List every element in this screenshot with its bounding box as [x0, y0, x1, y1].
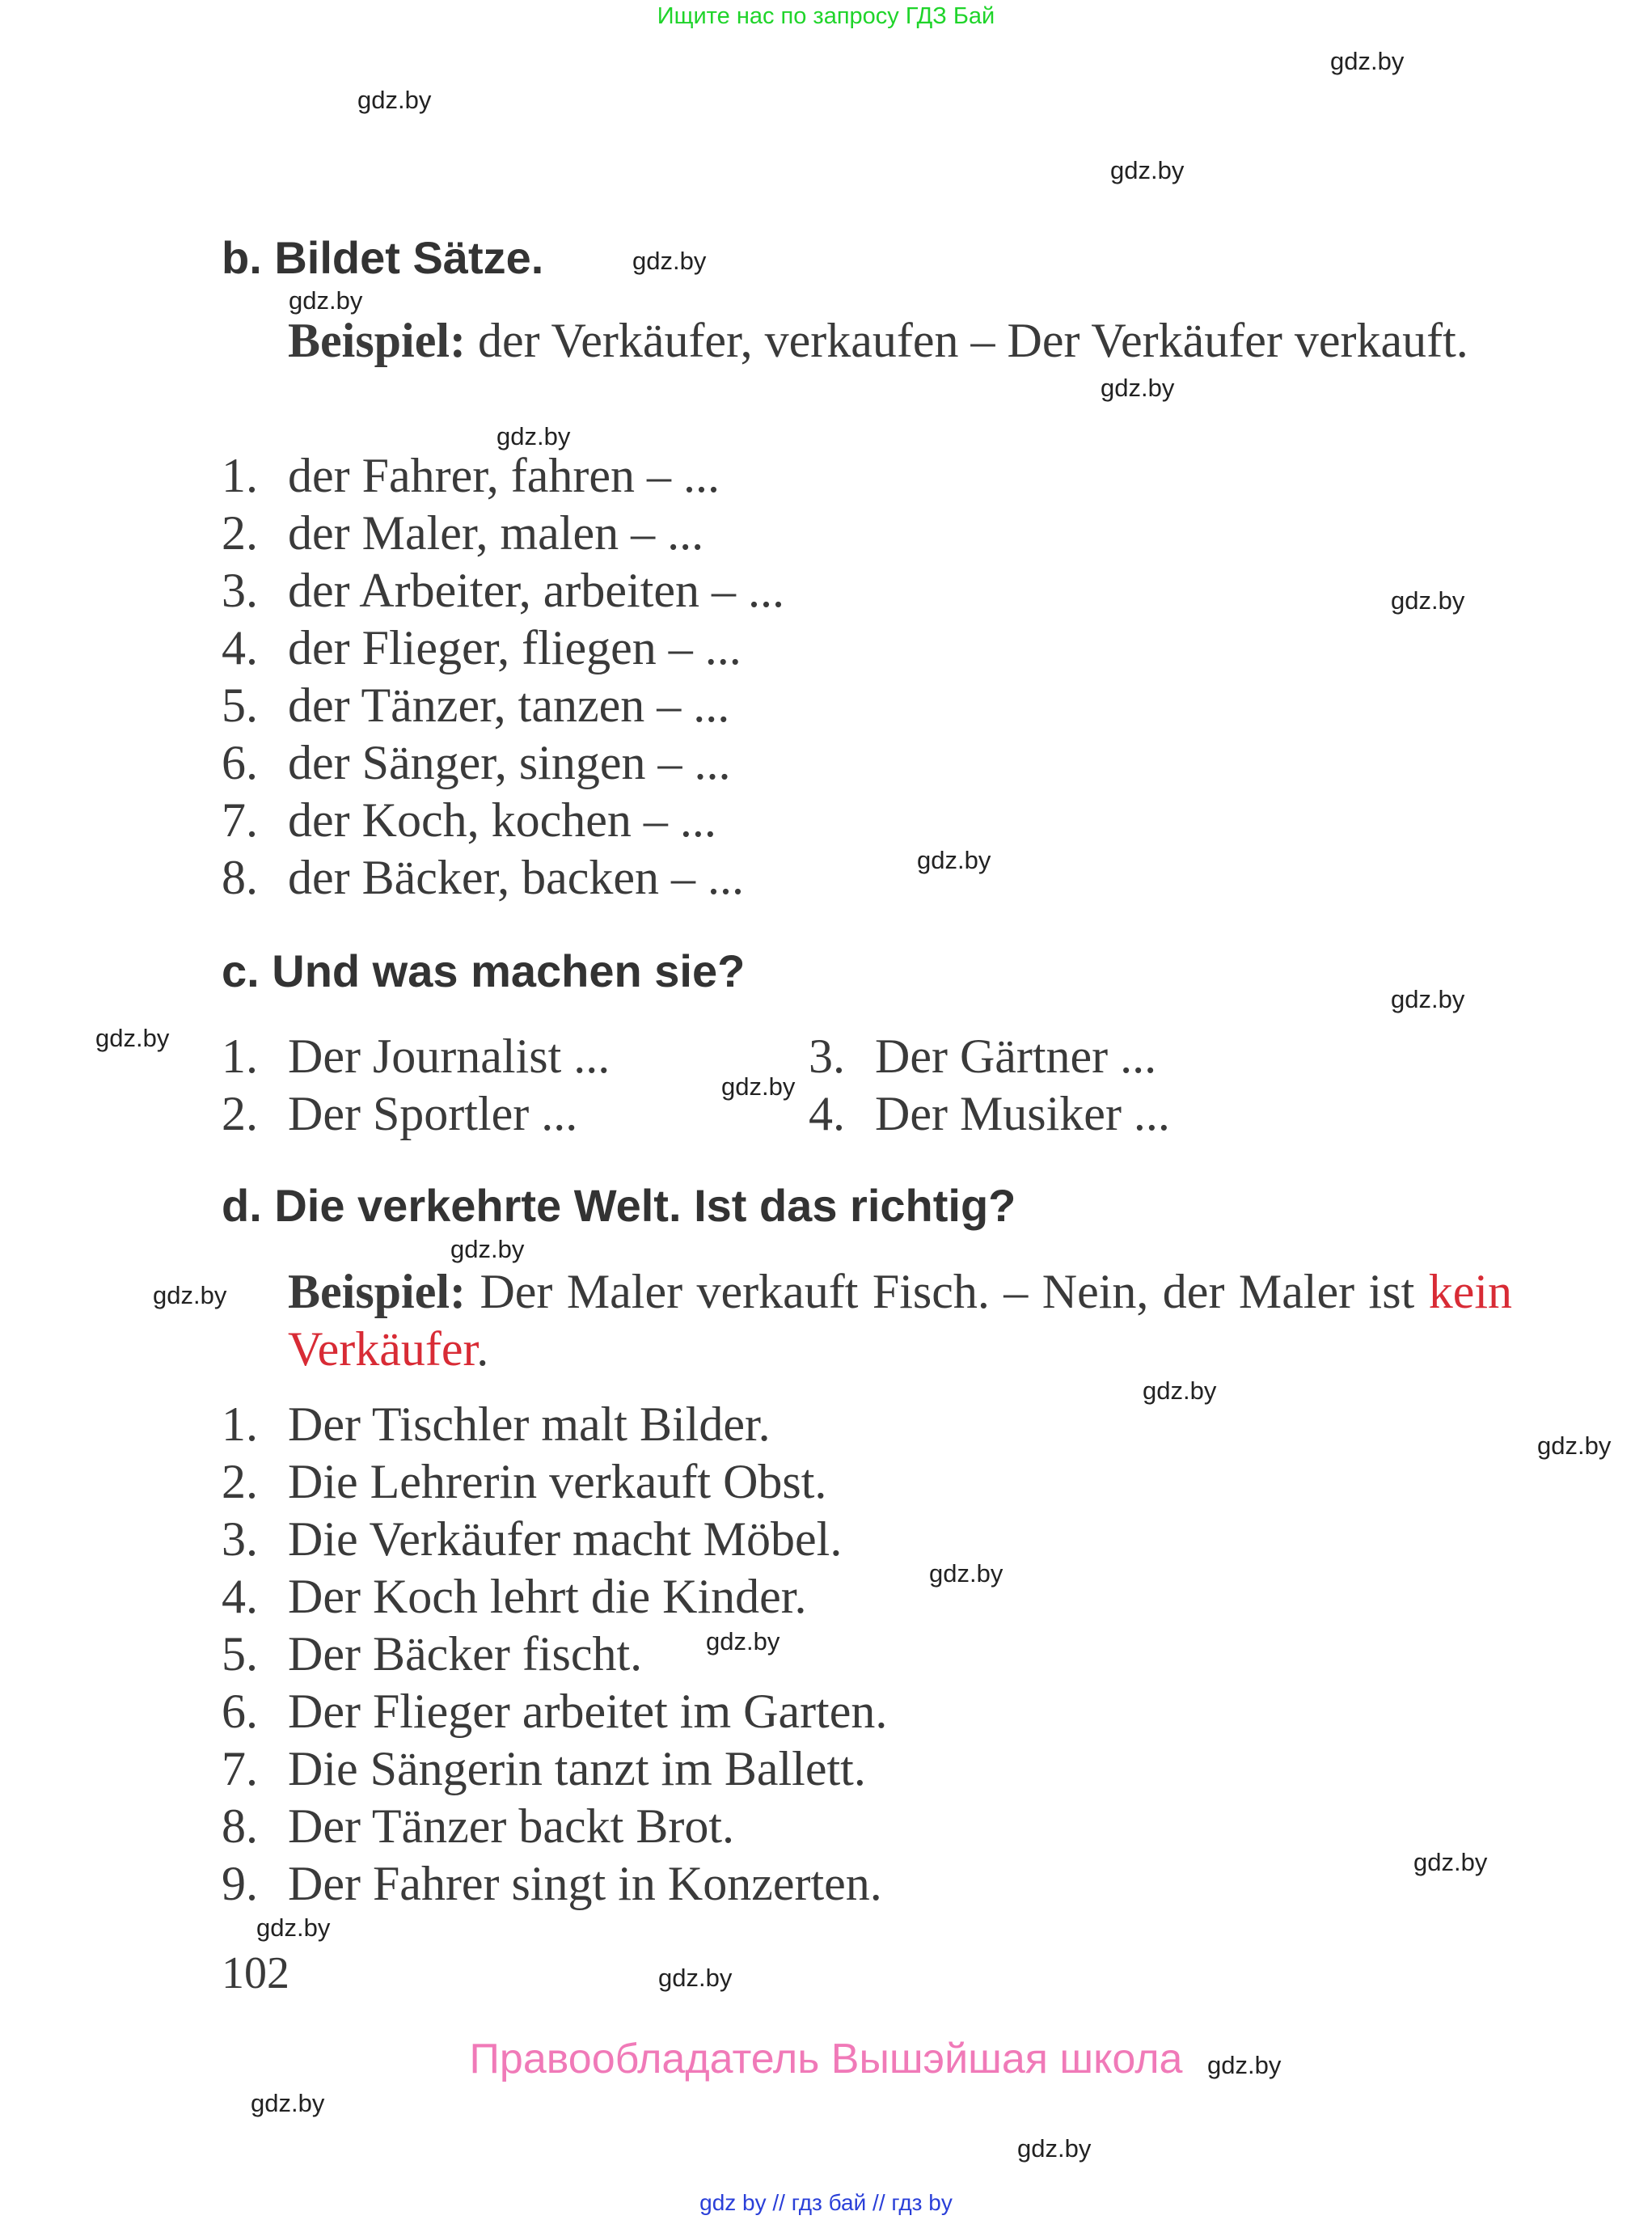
list-item: 4. Der Koch lehrt die Kinder.	[222, 1570, 807, 1623]
watermark: gdz.by	[1537, 1431, 1612, 1460]
section-c-list-left	[222, 1028, 610, 1143]
watermark: gdz.by	[721, 1072, 796, 1101]
list-item: 1. Der Tischler malt Bilder.	[222, 1397, 771, 1451]
watermark: gdz.by	[917, 846, 991, 874]
section-d-list	[222, 1396, 887, 1913]
section-b-list	[222, 447, 784, 907]
footer-links[interactable]: gdz by // гдз бай // гдз by	[699, 2190, 953, 2215]
watermark: gdz.by	[658, 1964, 733, 1992]
list-item: 2. der Maler, malen – ...	[222, 506, 704, 560]
rights-holder: Правообладатель Вышэйшая школа	[469, 2036, 1183, 2082]
watermark: gdz.by	[1143, 1376, 1217, 1405]
watermark: gdz.by	[95, 1024, 170, 1052]
list-item: 3. Der Gärtner ...	[809, 1030, 1157, 1083]
watermark: gdz.by	[357, 86, 432, 114]
list-item: 8. der Bäcker, backen – ...	[222, 851, 744, 904]
list-item: 4. Der Musiker ...	[809, 1087, 1170, 1140]
list-item: 1. der Fahrer, fahren – ...	[222, 449, 720, 502]
list-item: 6. der Sänger, singen – ...	[222, 736, 731, 789]
example-highlight: kein Verkäufer	[288, 1265, 1512, 1376]
watermark: gdz.by	[251, 2089, 325, 2117]
list-item: 3. der Arbeiter, arbeiten – ...	[222, 564, 785, 617]
list-item: 9. Der Fahrer singt in Konzerten.	[222, 1857, 882, 1910]
list-item: 4. der Flieger, fliegen – ...	[222, 621, 741, 674]
example-label: Beispiel:	[288, 314, 466, 367]
list-item: 7. der Koch, kochen – ...	[222, 793, 716, 847]
example-text: der Verkäufer, verkaufen – Der Verkäufer verkauft.	[466, 314, 1468, 367]
watermark: gdz.by	[706, 1627, 780, 1655]
list-item: 6. Der Flieger arbeitet im Garten.	[222, 1685, 888, 1738]
section-c-title: c. Und was machen sie?	[222, 945, 746, 996]
section-b-title: b. Bildet Sätze.	[222, 232, 544, 283]
section-b-example	[288, 312, 1512, 370]
example-text: Der Maler verkauft Fisch. – Nein, der Maler ist	[466, 1265, 1429, 1318]
section-c-list-right	[809, 1028, 1170, 1143]
list-item: 3. Die Verkäufer macht Möbel.	[222, 1512, 843, 1566]
list-item: 2. Der Sportler ...	[222, 1087, 578, 1140]
list-item: 7. Die Sängerin tanzt im Ballett.	[222, 1742, 866, 1795]
watermark: gdz.by	[289, 286, 363, 315]
watermark: gdz.by	[450, 1235, 525, 1263]
list-item: 8. Der Tänzer backt Brot.	[222, 1799, 734, 1853]
watermark: gdz.by	[1413, 1848, 1488, 1876]
watermark: gdz.by	[1330, 47, 1405, 75]
list-item: 5. Der Bäcker fischt.	[222, 1627, 643, 1681]
search-hint-banner: Ищите нас по запросу ГДЗ Бай	[657, 3, 995, 29]
watermark: gdz.by	[256, 1913, 331, 1942]
watermark: gdz.by	[153, 1281, 227, 1309]
section-d-title: d. Die verkehrte Welt. Ist das richtig?	[222, 1180, 1016, 1231]
watermark: gdz.by	[929, 1559, 1003, 1588]
watermark: gdz.by	[1110, 156, 1185, 184]
list-item: 1. Der Journalist ...	[222, 1030, 611, 1083]
watermark: gdz.by	[632, 247, 707, 275]
example-label: Beispiel:	[288, 1265, 466, 1318]
watermark: gdz.by	[1391, 985, 1465, 1013]
page-number: 102	[222, 1948, 289, 1998]
list-item: 5. der Tänzer, tanzen – ...	[222, 679, 730, 732]
watermark: gdz.by	[1101, 374, 1175, 402]
watermark: gdz.by	[1017, 2134, 1092, 2163]
section-d-example	[288, 1263, 1512, 1378]
list-item: 2. Die Lehrerin verkauft Obst.	[222, 1455, 827, 1508]
watermark: gdz.by	[1391, 586, 1465, 615]
watermark: gdz.by	[1207, 2051, 1282, 2079]
watermark: gdz.by	[496, 422, 571, 450]
example-end: .	[476, 1322, 489, 1376]
